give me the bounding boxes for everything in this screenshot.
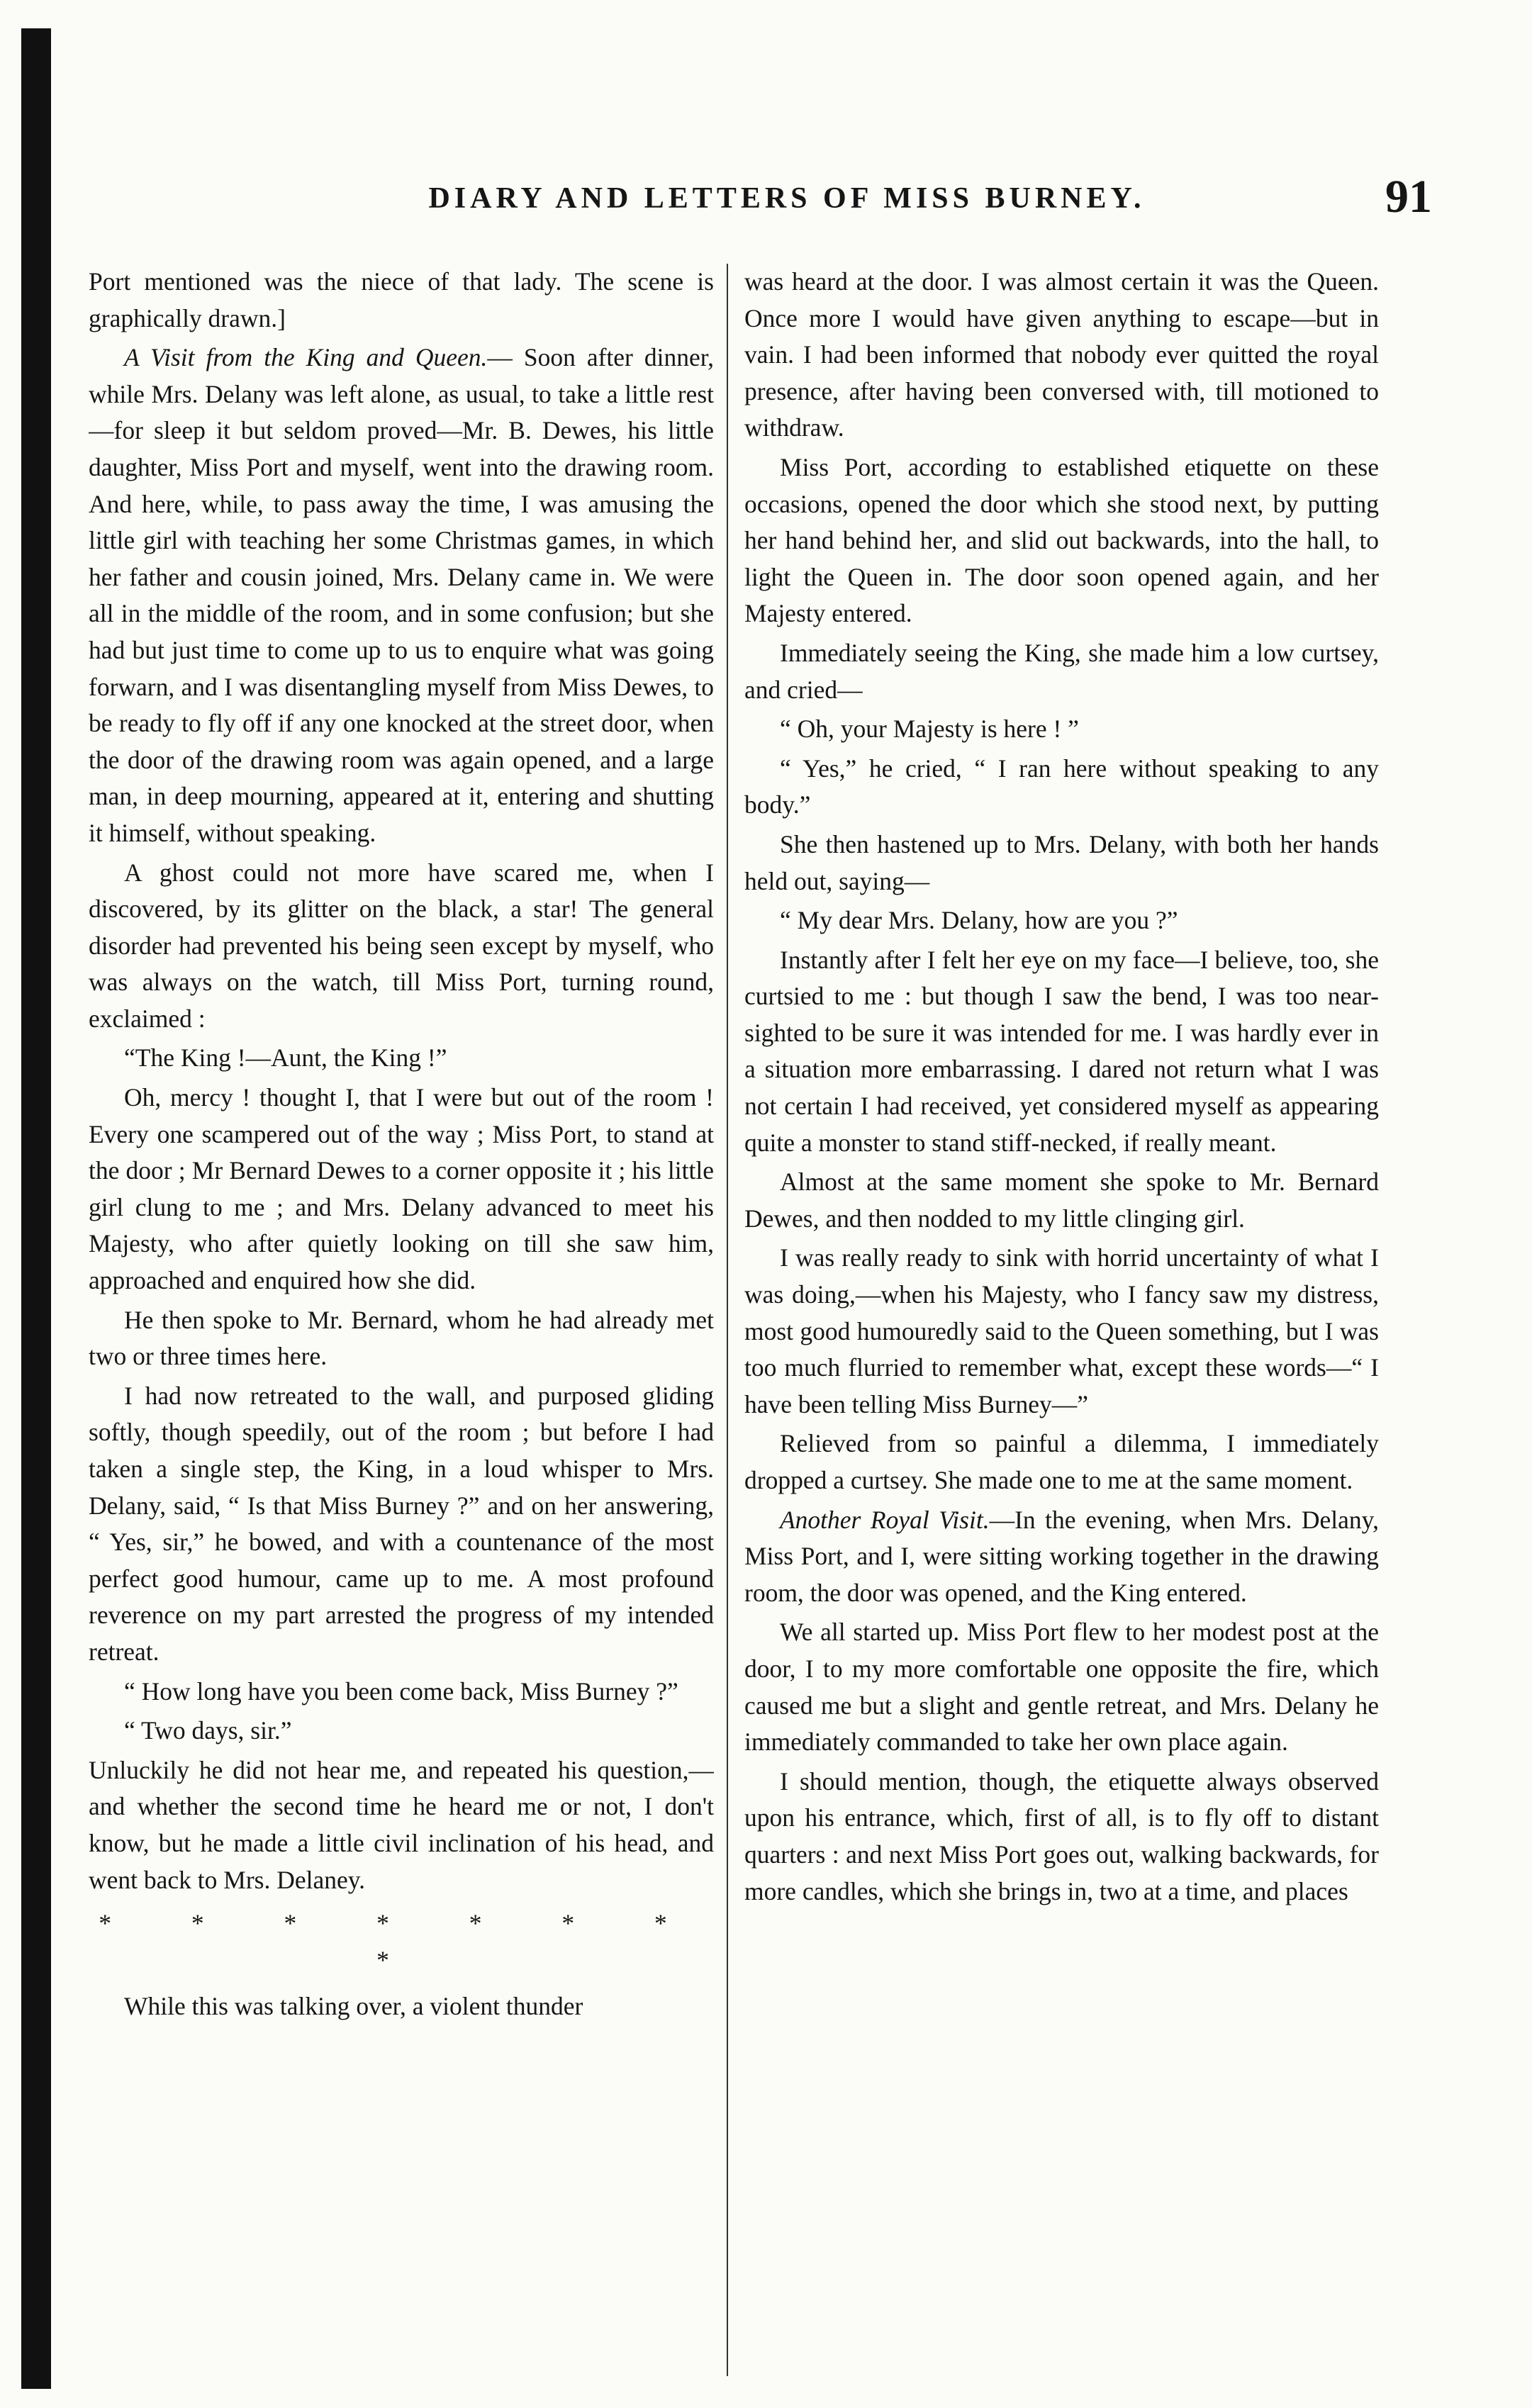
paragraph: “ Two days, sir.” — [124, 1716, 292, 1745]
paragraph: Port mentioned was the niece of that lady. The scene is graphically drawn.] — [89, 267, 714, 332]
book-spine-edge — [21, 28, 51, 2389]
paragraph: She then hastened up to Mrs. Delany, with both her hands held out, saying— — [744, 829, 1379, 895]
paragraph: While this was talking over, a violent thunder — [124, 1992, 583, 2021]
paragraph: was heard at the door. I was almost certain it was the Queen. Once more I would have given anything to escape—but in vain. I had been informed that nobody ever quitted the royal presence, after having been conversed with, till motioned to withdraw. — [744, 267, 1379, 442]
section-heading: A Visit from the King and Queen. — [124, 343, 488, 372]
paragraph — [89, 340, 714, 851]
section-heading: Another Royal Visit. — [780, 1505, 990, 1534]
running-title: DIARY AND LETTERS OF MISS BURNEY. — [428, 182, 1146, 215]
paragraph: Miss Port, according to established etiquette on these occasions, opened the door which she stood next, by putting her hand behind her, and slid out backwards, into the hall, to light the Queen in. The door soon opened again, and her Majesty entered. — [744, 452, 1379, 628]
left-column — [89, 264, 714, 2383]
page-header — [142, 170, 1432, 234]
paragraph: “ Yes,” he cried, “ I ran here without speaking to any body.” — [744, 754, 1379, 819]
paragraph: Unluckily he did not hear me, and repeated his question,—and whether the second time he heard me or not, I don't know, but he made a little civil inclination of his head, and went back to Mrs. Delaney. — [89, 1755, 714, 1894]
page-number: 91 — [1385, 171, 1432, 223]
paragraph: A ghost could not more have scared me, when I discovered, by its glitter on the black, a star! The general disorder had prevented his being seen except by myself, who was always on the watch, till Miss Port, turning round, exclaimed : — [89, 858, 714, 1033]
paragraph: Instantly after I felt her eye on my face—I believe, too, she curtsied to me : but though I saw the bend, I was too near-sighted to be sure it was intended for me. I was hardly ever in a situation more embarrassing. I dared not return what I was not certain I had received, yet considered myself as appearing quite a monster to stand stiff-necked, if really meant. — [744, 945, 1379, 1157]
section-break: * * * * * * * * — [99, 1909, 704, 1974]
paragraph: Relieved from so painful a dilemma, I immediately dropped a curtsey. She made one to me at the same moment. — [744, 1429, 1379, 1494]
paragraph-text: —In the evening, when Mrs. Delany, Miss Port, and I, were sitting working together in the drawing room, the door was opened, and the King entered. — [744, 1505, 1379, 1607]
paragraph: Oh, mercy ! thought I, that I were but out of the room ! Every one scampered out of the way ; Miss Port, to stand at the door ; Mr Bernard Dewes to a corner opposite it ; his little girl clung to me ; and Mrs. Delany advanced to meet his Majesty, who after quietly looking on till she saw him, approached and enquired how she did. — [89, 1083, 714, 1295]
paragraph: I should mention, though, the etiquette always observed upon his entrance, which, first of all, is to fly off to distant quarters : and next Miss Port goes out, walking backwards, for more candles, which she brings in, two at a time, and places — [744, 1766, 1379, 1905]
paragraph: He then spoke to Mr. Bernard, whom he had already met two or three times here. — [89, 1305, 714, 1371]
paragraph: “ My dear Mrs. Delany, how are you ?” — [780, 906, 1178, 935]
paragraph: I was really ready to sink with horrid uncertainty of what I was doing,—when his Majesty, who I fancy saw my distress, most good humouredly said to the Queen something, but I was too much flurried to remember what, except these words—“ I have been telling Miss Burney—” — [744, 1243, 1379, 1418]
paragraph: “ Oh, your Majesty is here ! ” — [780, 715, 1079, 744]
paragraph: We all started up. Miss Port flew to her modest post at the door, I to my more comfortable one opposite the fire, which caused me but a slight and gentle retreat, and Mrs. Delany he immediately commanded to take her own place again. — [744, 1618, 1379, 1757]
paragraph-text: — Soon after dinner, while Mrs. Delany was left alone, as usual, to take a little rest—for sleep it but seldom proved—Mr. B. Dewes, his little daughter, Miss Port and myself, went into the drawing room. And here, while, to pass away the time, I was amusing the little girl with teaching her some Christmas games, in which her father and cousin joined, Mrs. Delany came in. We were all in the middle of the room, and in some confusion; but she had but just time to come up to us to enquire what was going forwarn, and I was disentangling myself from Miss Dewes, to be ready to fly off if any one knocked at the street door, when the door of the drawing room was again opened, and a large man, in deep mourning, appeared at it, entering and shutting it himself, without speaking. — [89, 343, 714, 847]
paragraph: Almost at the same moment she spoke to Mr. Bernard Dewes, and then nodded to my little clinging girl. — [744, 1167, 1379, 1233]
right-column — [744, 264, 1379, 2383]
paragraph: I had now retreated to the wall, and purposed gliding softly, though speedily, out of the room ; but before I had taken a single step, the King, in a loud whisper to Mrs. Delany, said, “ Is that Miss Burney ?” and on her answering, “ Yes, sir,” he bowed, and with a countenance of the most perfect good humour, came up to me. A most profound reverence on my part arrested the progress of my intended retreat. — [89, 1381, 714, 1666]
paragraph: “ How long have you been come back, Miss Burney ?” — [124, 1676, 678, 1706]
paragraph — [744, 1502, 1379, 1612]
paragraph: Immediately seeing the King, she made him a low curtsey, and cried— — [744, 638, 1379, 704]
column-divider — [727, 264, 728, 2376]
paragraph: “The King !—Aunt, the King !” — [124, 1043, 447, 1073]
